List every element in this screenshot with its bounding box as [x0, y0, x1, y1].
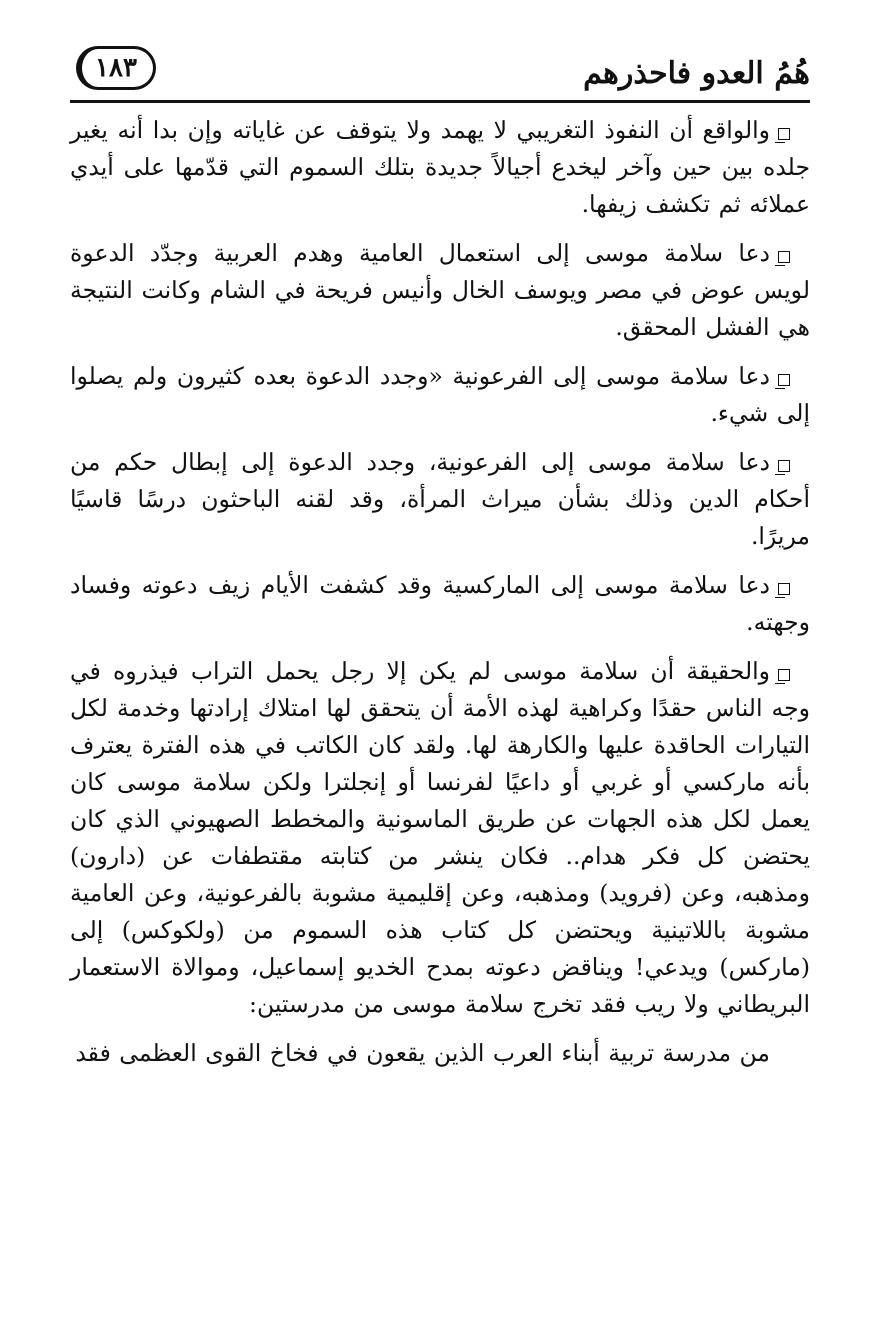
square-bullet-icon — [778, 460, 790, 472]
square-bullet-icon — [778, 583, 790, 595]
paragraph-text: من مدرسة تربية أبناء العرب الذين يقعون في فخاخ القوى العظمى فقد — [75, 1039, 770, 1067]
square-bullet-icon — [778, 374, 790, 386]
running-header — [70, 44, 810, 102]
paragraph-text: دعا سلامة موسى إلى الفرعونية، وجدد الدعوة إلى إبطال حكم من أحكام الدين وذلك بشأن ميراث المرأة، وقد لقنه الباحثون درسًا قاسيًا مريرًا. — [70, 448, 810, 550]
page-number-badge — [70, 44, 160, 92]
paragraph-text: والواقع أن النفوذ التغريبي لا يهمد ولا يتوقف عن غاياته وإن بدا أنه يغير جلده بين حين وآخر ليخدع أجيالاً جديدة بتلك السموم التي قدّمها على أيدي عملائه ثم تكشف زيفها. — [70, 116, 810, 218]
paragraph-text: دعا سلامة موسى إلى استعمال العامية وهدم العربية وجدّد الدعوة لويس عوض في مصر ويوسف الخال وأنيس فريحة في الشام وكانت النتيجة هي الفشل المحقق. — [70, 239, 810, 341]
paragraph — [70, 235, 810, 346]
paragraph-text: والحقيقة أن سلامة موسى لم يكن إلا رجل يحمل التراب فيذروه في وجه الناس حقدًا وكراهية لهذه الأمة أن يتحقق لها امتلاك إرادتها وخدمة لكل التيارات الحاقدة عليها والكارهة لها. ولقد كان الكاتب في هذه الفترة يعترف بأنه ماركسي أو غربي أو داعيًا لفرنسا أو إنجلترا ولكن سلامة موسى كان يعمل لكل هذه الجهات عن طريق الماسونية والمخطط الصهيوني الذي كان يحتضن كل فكر هدام.. فكان ينشر من كتابته مقتطفات عن (دارون) ومذهبه، وعن (فرويد) ومذهبه، وعن إقليمية مشوبة بالفرعونية، وعن العامية مشوبة باللاتينية ويحتضن كل كتاب هذه السموم من (ولكوكس) إلى (ماركس) ويدعي! ويناقض دعوته بمدح الخديو إسماعيل، وموالاة الاستعمار البريطاني ولا ريب فقد تخرج سلامة موسى من مدرستين: — [70, 657, 810, 1018]
paragraph — [70, 653, 810, 1023]
running-title: هُمُ العدو فاحذرهم — [583, 56, 810, 91]
square-bullet-icon — [778, 251, 790, 263]
square-bullet-icon — [778, 128, 790, 140]
body-text — [70, 112, 810, 1084]
paragraph — [70, 112, 810, 223]
page-number: ١٨٣ — [95, 53, 137, 83]
paragraph — [70, 567, 810, 641]
paragraph — [70, 358, 810, 432]
paragraph — [70, 1035, 810, 1072]
paragraph-text: دعا سلامة موسى إلى الفرعونية «وجدد الدعوة بعده كثيرون ولم يصلوا إلى شيء. — [70, 362, 810, 427]
paragraph-text: دعا سلامة موسى إلى الماركسية وقد كشفت الأيام زيف دعوته وفساد وجهته. — [70, 571, 810, 636]
paragraph — [70, 444, 810, 555]
header-rule — [70, 100, 810, 103]
square-bullet-icon — [778, 669, 790, 681]
